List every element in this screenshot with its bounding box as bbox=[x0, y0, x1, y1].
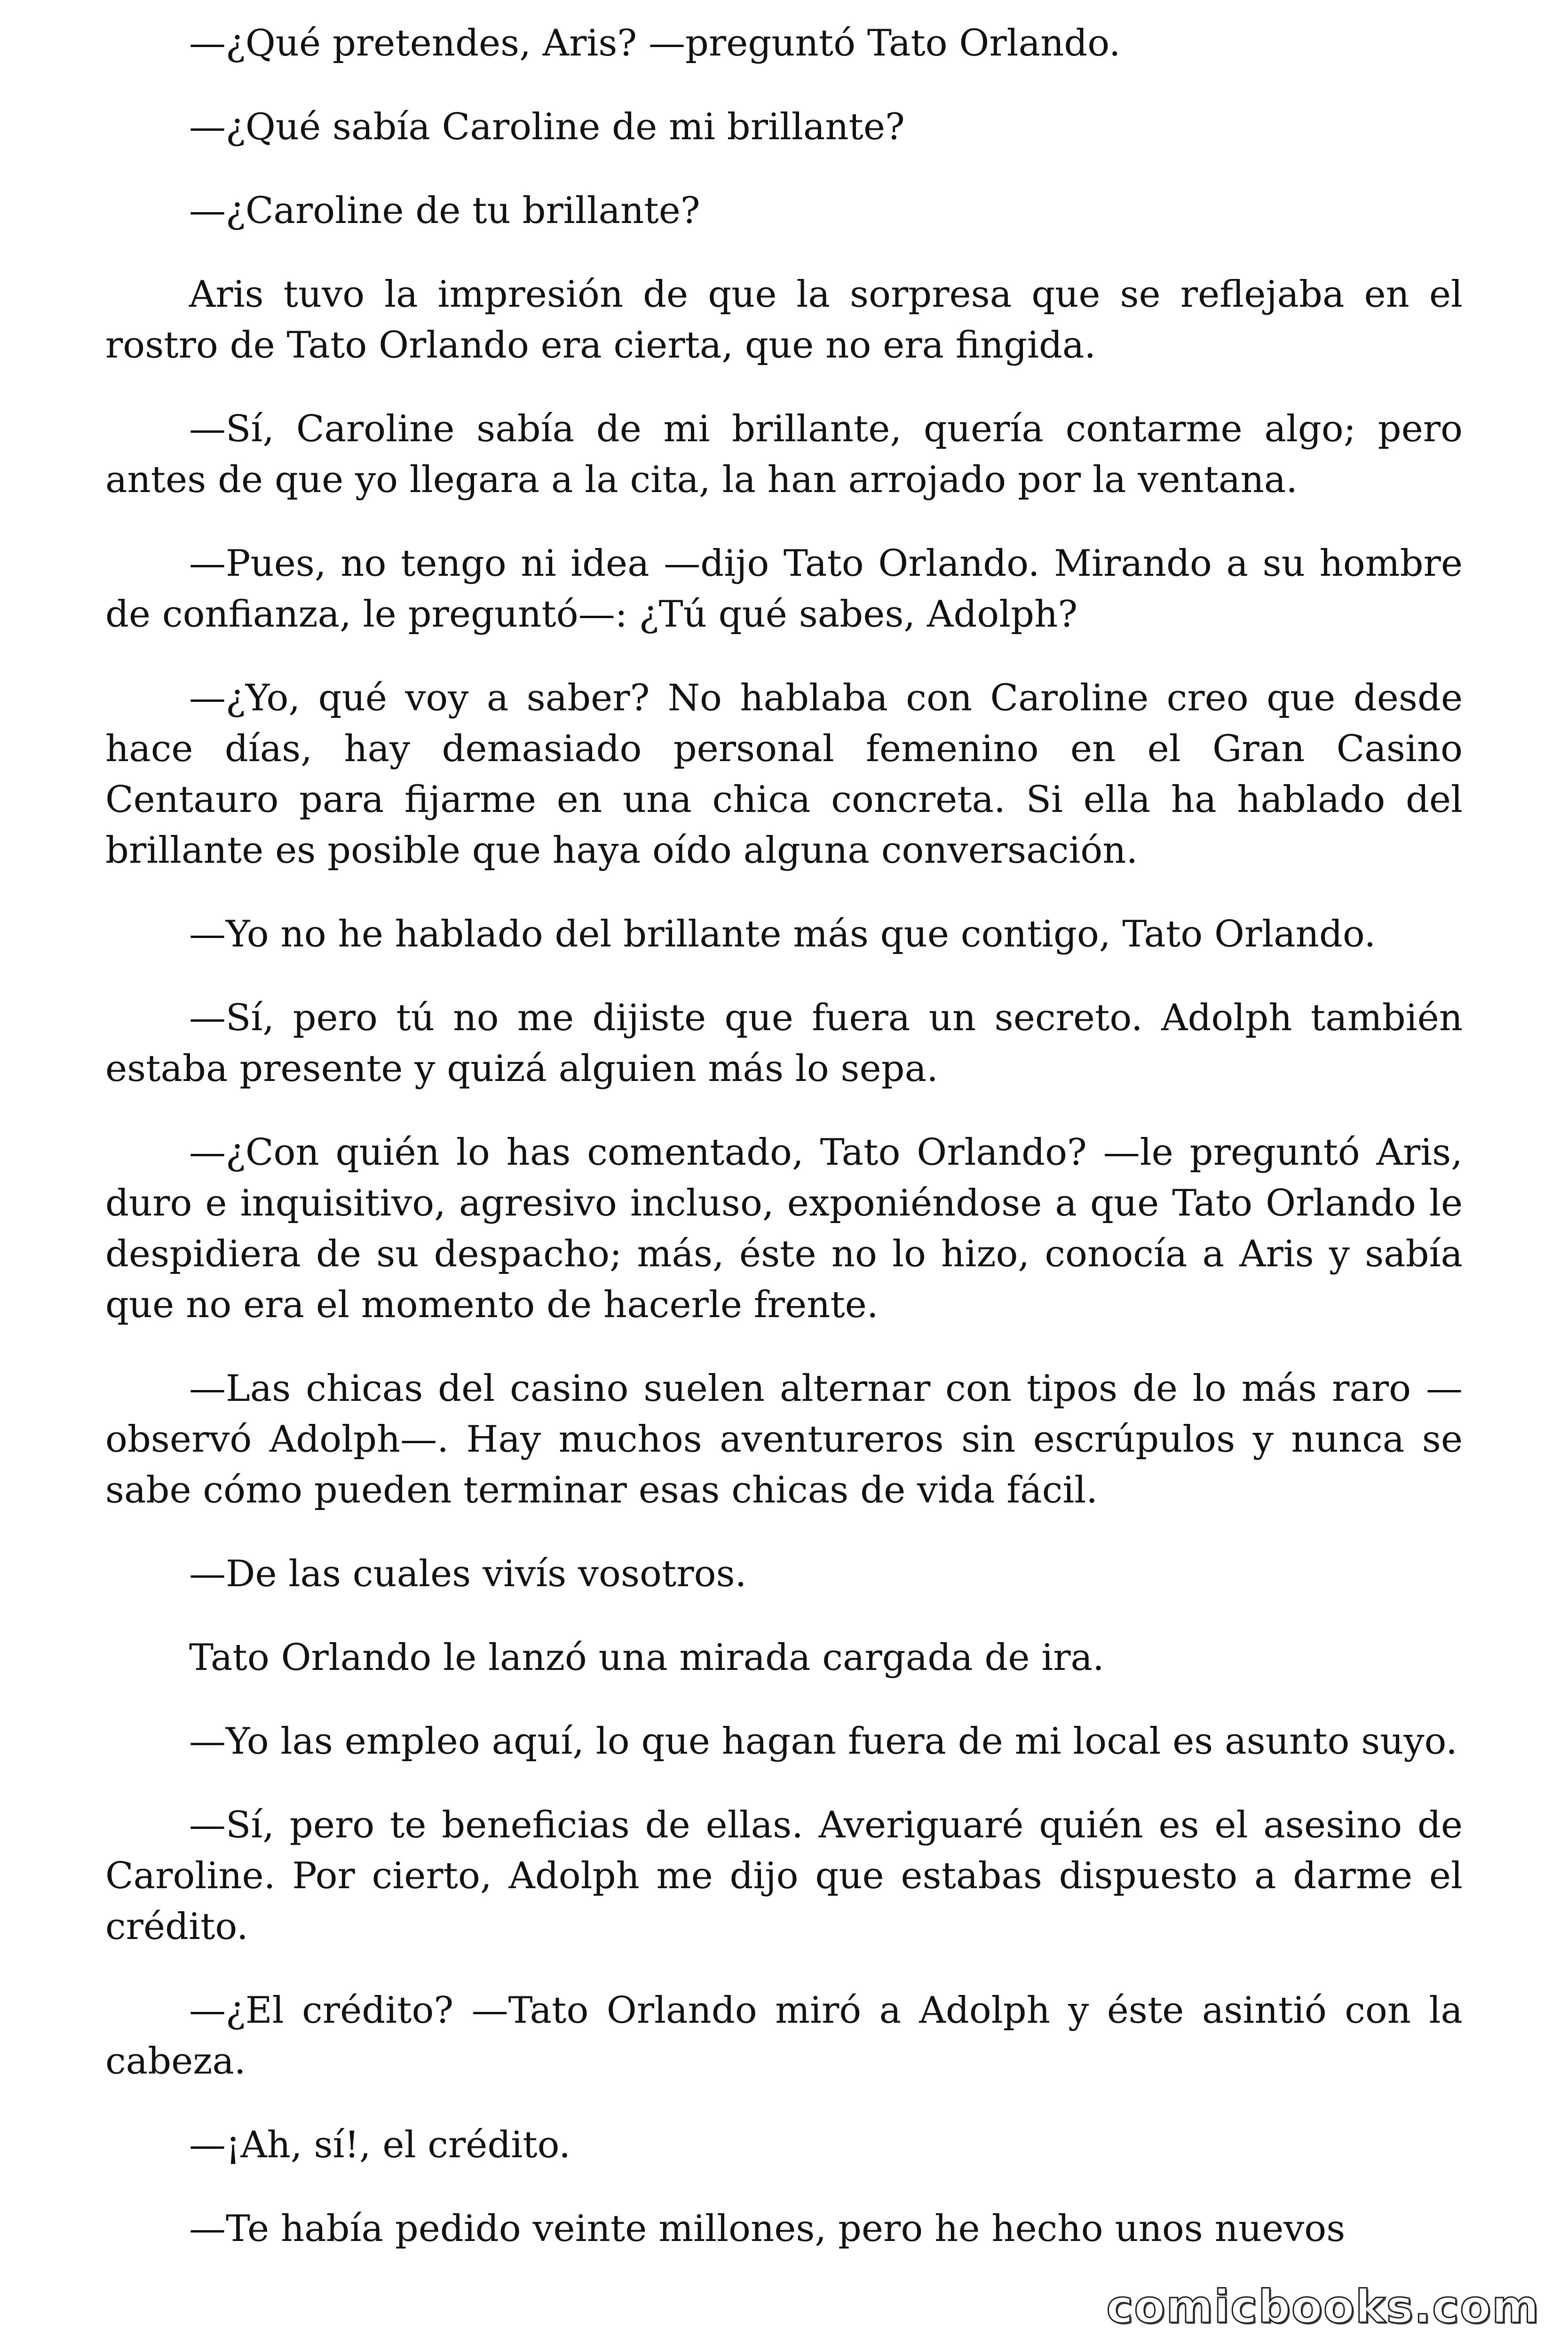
paragraph: Aris tuvo la impresión de que la sorpresa que se reflejaba en el rostro de Tato Orlando era cierta, que no era fingida. bbox=[105, 273, 1463, 366]
paragraph: —¿Yo, qué voy a saber? No hablaba con Caroline creo que desde hace días, hay demasiado personal femenino en el Gran Casino Centauro para fijarme en una chica concreta. Si ella ha hablado del brillante es posible que haya oído alguna conversación. bbox=[105, 677, 1463, 872]
paragraph: —¿Con quién lo has comentado, Tato Orlando? —le preguntó Aris, duro e inquisitivo, agresivo incluso, exponiéndose a que Tato Orlando le despidiera de su despacho; más, éste no lo hizo, conocía a Aris y sabía que no era el momento de hacerle frente. bbox=[105, 1131, 1463, 1326]
paragraph: —De las cuales vivís vosotros. bbox=[189, 1553, 747, 1595]
paragraph: —¿El crédito? —Tato Orlando miró a Adolph y éste asintió con la cabeza. bbox=[105, 1989, 1463, 2082]
paragraph: —Yo no he hablado del brillante más que contigo, Tato Orlando. bbox=[189, 913, 1376, 955]
paragraph: —Sí, pero te beneficias de ellas. Averiguaré quién es el asesino de Caroline. Por cierto, Adolph me dijo que estabas dispuesto a darme el crédito. bbox=[105, 1804, 1463, 1948]
paragraph: —¿Qué sabía Caroline de mi brillante? bbox=[189, 106, 905, 148]
paragraph: —Sí, Caroline sabía de mi brillante, quería contarme algo; pero antes de que yo llegara a la cita, la han arrojado por la ventana. bbox=[105, 408, 1463, 501]
book-page bbox=[105, 18, 1463, 2287]
watermark-text: comicbooks.com bbox=[1106, 2280, 1540, 2333]
paragraph: —Sí, pero tú no me dijiste que fuera un secreto. Adolph también estaba presente y quizá alguien más lo sepa. bbox=[105, 997, 1463, 1090]
paragraph: Tato Orlando le lanzó una mirada cargada de ira. bbox=[189, 1637, 1104, 1679]
paragraph: —Pues, no tengo ni idea —dijo Tato Orlando. Mirando a su hombre de confianza, le preguntó—: ¿Tú qué sabes, Adolph? bbox=[105, 542, 1463, 636]
paragraph: —¿Caroline de tu brillante? bbox=[189, 190, 700, 232]
paragraph: —Yo las empleo aquí, lo que hagan fuera de mi local es asunto suyo. bbox=[189, 1720, 1457, 1763]
paragraph: —¡Ah, sí!, el crédito. bbox=[189, 2124, 571, 2166]
paragraph: —¿Qué pretendes, Aris? —preguntó Tato Orlando. bbox=[189, 22, 1121, 64]
paragraph: —Te había pedido veinte millones, pero he hecho unos nuevos bbox=[189, 2208, 1346, 2250]
paragraph: —Las chicas del casino suelen alternar con tipos de lo más raro —observó Adolph—. Hay muchos aventureros sin escrúpulos y nunca se sabe cómo pueden terminar esas chicas de vida fácil. bbox=[105, 1367, 1463, 1511]
